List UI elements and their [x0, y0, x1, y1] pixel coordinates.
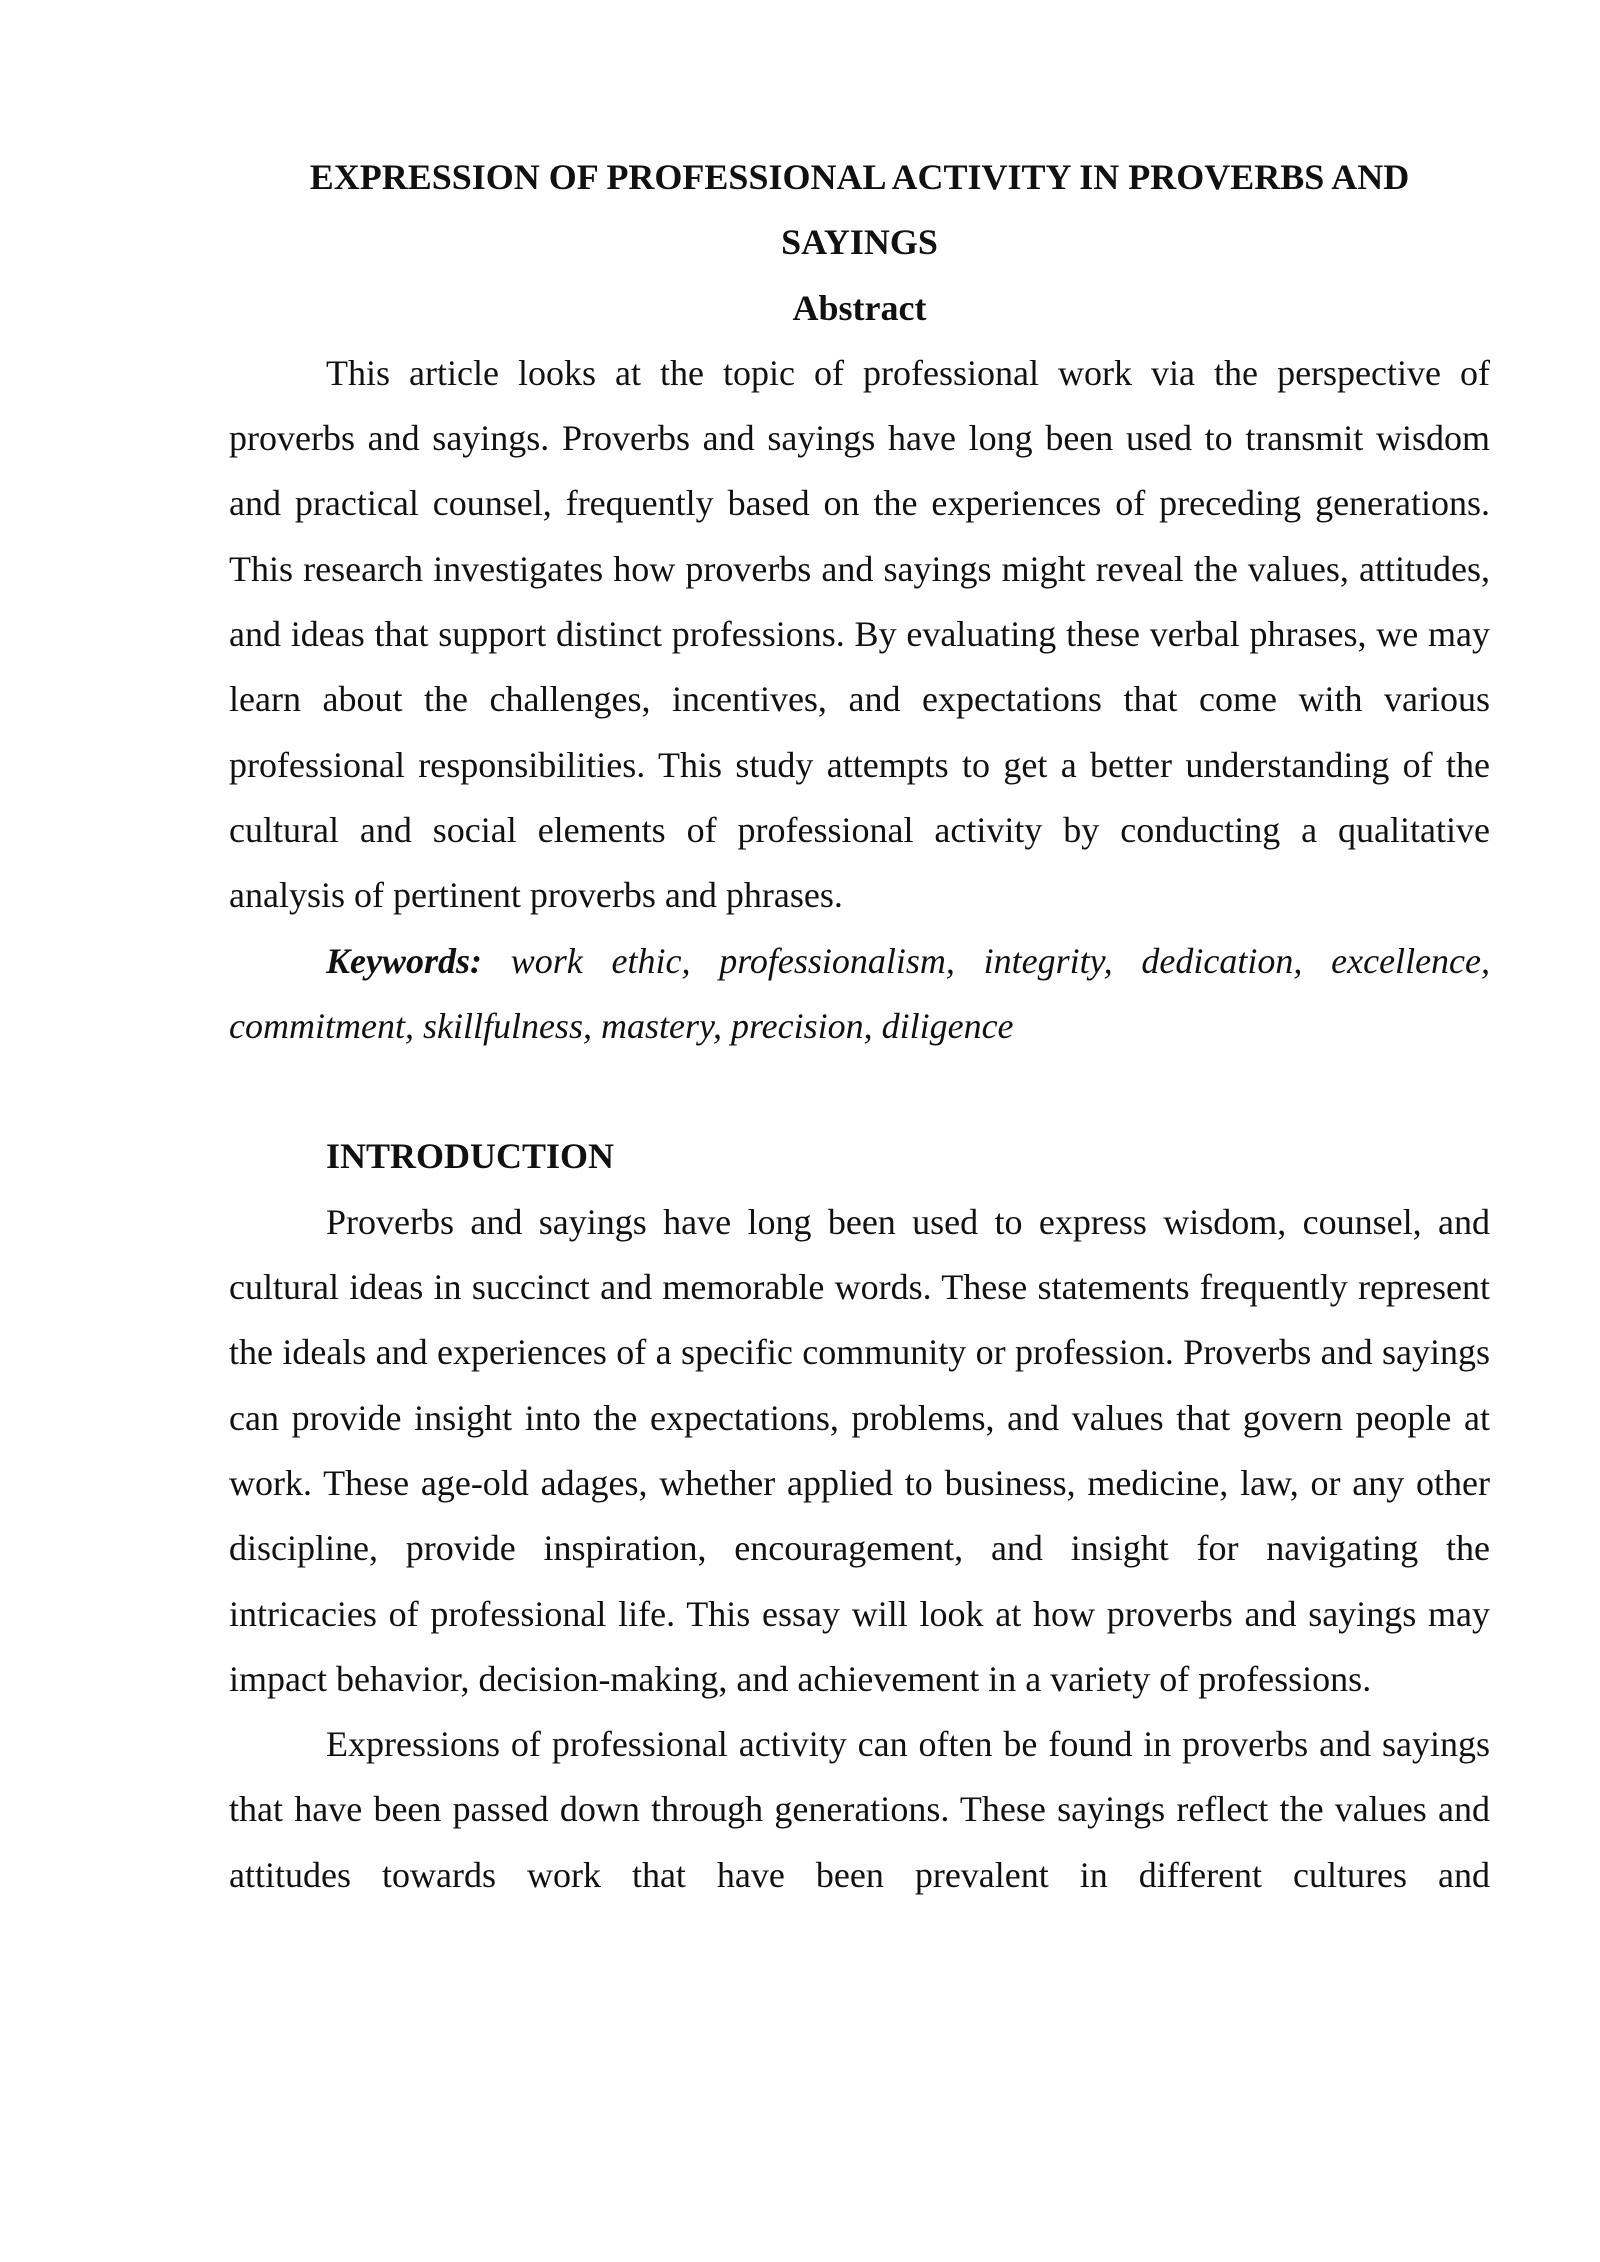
- paper-title: EXPRESSION OF PROFESSIONAL ACTIVITY IN PROVERBS AND SAYINGS: [309, 157, 1410, 263]
- section-spacer: [229, 1059, 1490, 1124]
- document-page: [229, 145, 1490, 1908]
- keywords-list: work ethic, professionalism, integrity, dedication, excellence, commitment, skillfulness, mastery, precision, diligence: [229, 940, 1490, 1046]
- intro-paragraph-1: Proverbs and sayings have long been used to express wisdom, counsel, and cultural ideas in succinct and memorable words. These statements frequently represent the ideals and experiences of a specific community or profession. Proverbs and sayings can provide insight into the expectations, problems, and values that govern people at work. These age-old adages, whether applied to business, medicine, law, or any other discipline, provide inspiration, encouragement, and insight for navigating the intricacies of professional life. This essay will look at how proverbs and sayings may impact behavior, decision-making, and achievement in a variety of professions.: [229, 1201, 1490, 1699]
- abstract-heading: Abstract: [792, 287, 927, 328]
- intro-paragraph-2: Expressions of professional activity can often be found in proverbs and sayings that have been passed down through generations. These sayings reflect the values and attitudes towards work that have been prevalent in different cultures and: [229, 1724, 1490, 1895]
- keywords-label: Keywords:: [326, 940, 482, 981]
- introduction-heading: INTRODUCTION: [326, 1136, 615, 1177]
- keywords-paragraph: [229, 929, 1490, 1060]
- abstract-paragraph: This article looks at the topic of professional work via the perspective of proverbs and sayings. Proverbs and sayings have long been used to transmit wisdom and practical counsel, frequently based on the experiences of preceding generations. This research investigates how proverbs and sayings might reveal the values, attitudes, and ideas that support distinct professions. By evaluating these verbal phrases, we may learn about the challenges, incentives, and expectations that come with various professional responsibilities. This study attempts to get a better understanding of the cultural and social elements of professional activity by conducting a qualitative analysis of pertinent proverbs and phrases.: [229, 352, 1490, 916]
